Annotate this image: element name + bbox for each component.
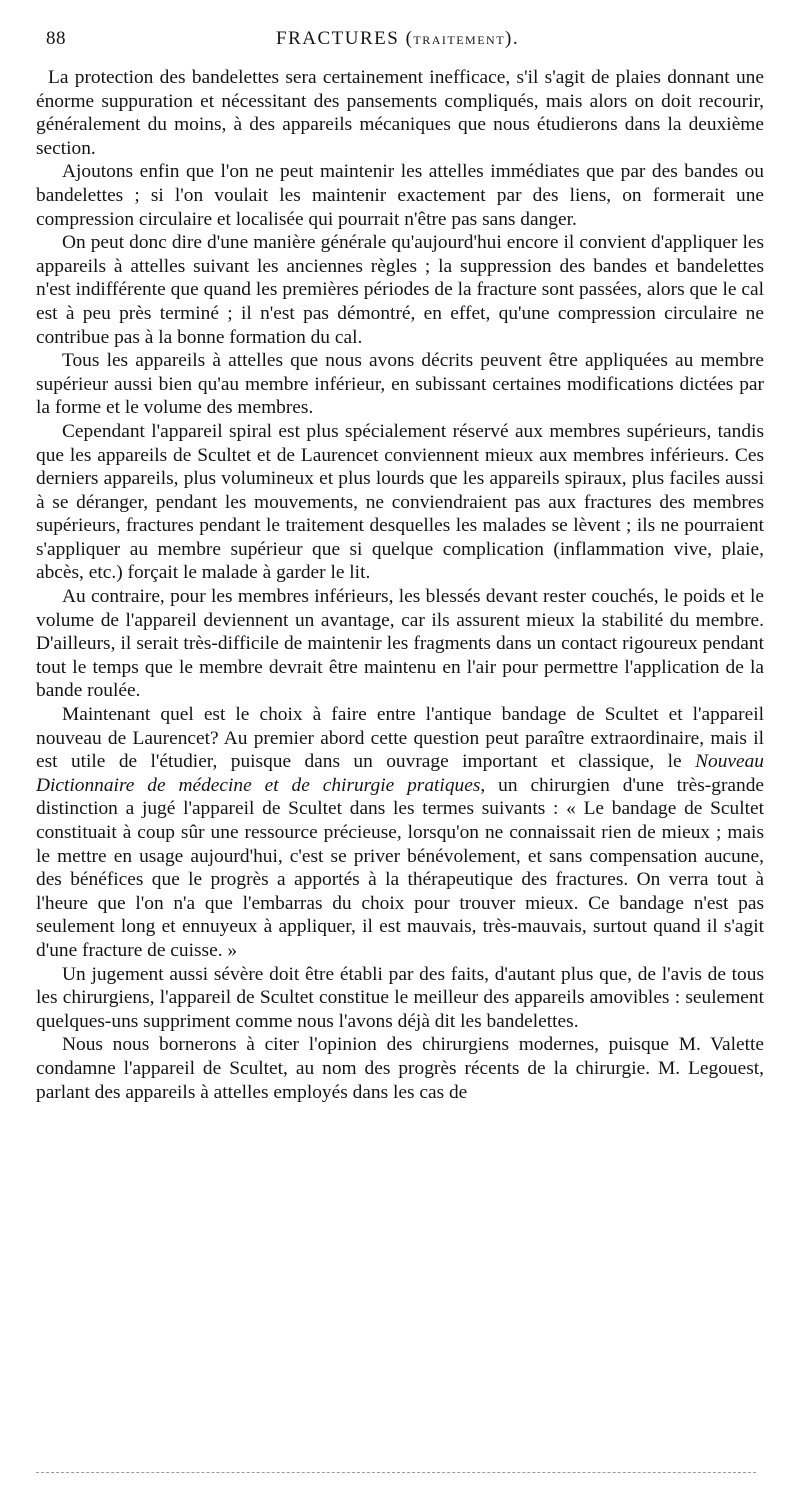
body-text — [36, 66, 764, 1104]
page-number: 88 — [46, 28, 66, 49]
running-head-paren-open: ( — [399, 28, 414, 49]
paragraph-7-text-after: , un chirurgien d'une très-grande distinction a jugé l'appareil de Scultet dans les termes suivants : « Le bandage de Scultet constituait à coup sûr une ressource précieuse, lorsqu'on ne connaissait rien de mieux ; mais le mettre en usage aujourd'hui, c'est se priver bénévolement, et sans compensation aucune, des bénéfices que le progrès a apportés à la thérapeutique des fractures. On verra tout à l'heure que l'on n'a que l'embarras du choix pour trouver mieux. Ce bandage n'est pas seulement long et ennuyeux à appliquer, il est mauvais, très-mauvais, surtout quand il s'agit d'une fracture de cuisse. » — [36, 774, 765, 961]
paragraph-7-text-before: Maintenant quel est le choix à faire entre l'antique bandage de Scultet et l'appareil nouveau de Laurencet? Au premier abord cette question peut paraître extraordinaire, mais il est utile de l'étudier, puisque dans un ouvrage important et classique, le — [36, 704, 764, 773]
running-head — [276, 28, 519, 50]
paragraph-8: Un jugement aussi sévère doit être établi par des faits, d'autant plus que, de l'avis de tous les chirurgiens, l'appareil de Scultet constitue le meilleur des appareils amovibles : seulement quelques-uns suppriment comme nous l'avons déjà dit les bandelettes. — [36, 963, 764, 1032]
paragraph-1: La protection des bandelettes sera certainement inefficace, s'il s'agit de plaies donnant une énorme suppuration et nécessitant des pansements compliqués, mais alors on doit recourir, généralement du moins, à des appareils mécaniques que nous étudierons dans la deuxième section. — [36, 67, 764, 159]
page-header — [46, 28, 766, 58]
bottom-rule — [36, 1472, 756, 1473]
paragraph-7 — [36, 703, 764, 963]
paragraph-5: Cependant l'appareil spiral est plus spécialement réservé aux membres supérieurs, tandis que les appareils de Scultet et de Laurencet conviennent mieux aux membres inférieurs. Ces derniers appareils, plus volumineux et plus lourds que les appareils spiraux, plus faciles aussi à se déranger, pendant les mouvements, ne conviendraient pas aux fractures des membres supérieurs, fractures pendant le traitement desquelles les malades se lèvent ; ils ne pourraient s'appliquer au membre supérieur que si quelque complication (inflammation vive, plaie, abcès, etc.) forçait le malade à garder le lit. — [36, 420, 764, 584]
paragraph-2: Ajoutons enfin que l'on ne peut maintenir les attelles immédiates que par des bandes ou bandelettes ; si l'on voulait les maintenir exactement par des liens, on formerait une compression circulaire et localisée qui pourrait n'être pas sans danger. — [36, 161, 764, 230]
dictionary-title: Nouveau Dictionnaire de médecine et de chirurgie pratiques — [36, 751, 764, 796]
paragraph-9: Nous nous bornerons à citer l'opinion des chirurgiens modernes, puisque M. Valette condamne l'appareil de Scultet, au nom des progrès récents de la chirurgie. M. Legouest, parlant des appareils à attelles employés dans les cas de — [36, 1034, 764, 1103]
running-head-paren-close: ). — [505, 28, 520, 49]
running-head-main: FRACTURES — [276, 28, 400, 49]
running-head-subtitle: TRAITEMENT — [413, 33, 506, 47]
paragraph-4: Tous les appareils à attelles que nous avons décrits peuvent être appliquées au membre supérieur aussi bien qu'au membre inférieur, en subissant certaines modifications dictées par la forme et le volume des membres. — [36, 350, 764, 419]
paragraph-3: On peut donc dire d'une manière générale qu'aujourd'hui encore il convient d'appliquer les appareils à attelles suivant les anciennes règles ; la suppression des bandes et bandelettes n'est indifférente que quand les premières périodes de la fracture sont passées, alors que le cal est à peu près terminé ; il n'est pas démontré, en effet, qu'une compression circulaire ne contribue pas à la bonne formation du cal. — [36, 232, 764, 348]
paragraph-6: Au contraire, pour les membres inférieurs, les blessés devant rester couchés, le poids et le volume de l'appareil deviennent un avantage, car ils assurent mieux la stabilité du membre. D'ailleurs, il serait très-difficile de maintenir les fragments dans un contact rigoureux pendant tout le temps que le membre devrait être maintenu en l'air pour permettre l'application de la bande roulée. — [36, 586, 764, 702]
